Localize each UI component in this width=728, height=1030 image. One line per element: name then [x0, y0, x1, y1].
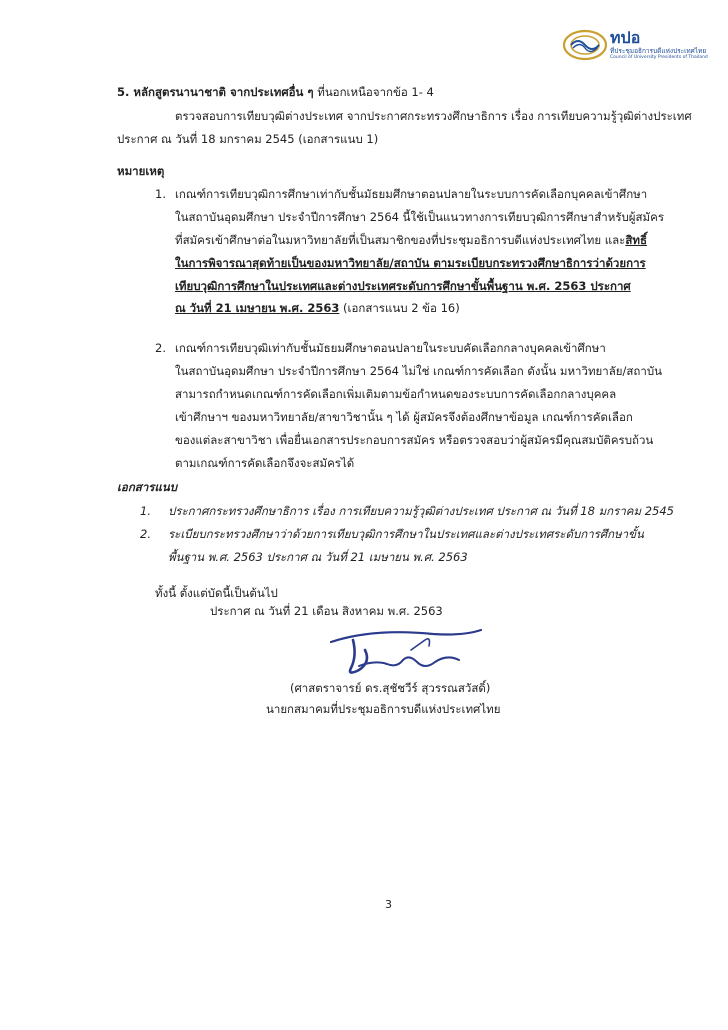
- remark-2-line-5: ของแต่ละสาขาวิชา เพื่อยื่นเอกสารประกอบการสมัคร หรือตรวจสอบว่าผู้สมัครมีคุณสมบัติครบถ้วน: [175, 433, 654, 447]
- attachment-2-line-2: พื้นฐาน พ.ศ. 2563 ประกาศ ณ วันที่ 21 เมษายน พ.ศ. 2563: [168, 550, 468, 564]
- attachment-1-number: 1.: [140, 504, 151, 518]
- remark-2-line-3: สามารถกำหนดเกณฑ์การคัดเลือกเพิ่มเติมตามข้อกำหนดของระบบการคัดเลือกกลางบุคคล: [175, 387, 617, 401]
- remark-1-line-2: ในสถาบันอุดมศึกษา ประจำปีการศึกษา 2564 นี้ใช้เป็นแนวทางการเทียบวุฒิการศึกษาสำหรับผู้สมัคร: [175, 210, 665, 224]
- cupt-logo: [562, 28, 708, 66]
- remark-2-line-1: เกณฑ์การเทียบวุฒิเท่ากับชั้นมัธยมศึกษาตอนปลายในระบบคัดเลือกกลางบุคคลเข้าศึกษา: [175, 341, 606, 355]
- signature-image: [313, 620, 483, 680]
- remark-2-line-2: ในสถาบันอุดมศึกษา ประจำปีการศึกษา 2564 ไม่ใช่ เกณฑ์การคัดเลือก ดังนั้น มหาวิทยาลัย/สถาบัน: [175, 364, 662, 378]
- signer-position: นายกสมาคมที่ประชุมอธิการบดีแห่งประเทศไทย: [266, 702, 501, 716]
- section-5-heading-bold: 5. หลักสูตรนานาชาติ จากประเทศอื่น ๆ: [117, 85, 314, 99]
- section-5-heading-rest: ที่นอกเหนือจากข้อ 1- 4: [313, 85, 434, 99]
- remarks-title: หมายเหตุ: [117, 164, 165, 178]
- logo-abbreviation: ทปอ: [610, 28, 641, 47]
- attachment-2-number: 2.: [140, 527, 151, 541]
- cupt-emblem-icon: [562, 28, 608, 62]
- closing-text: ทั้งนี้ ตั้งแต่บัดนี้เป็นต้นไป: [155, 586, 278, 600]
- remark-1-line-3-plain: ที่สมัครเข้าศึกษาต่อในมหาวิทยาลัยที่เป็นสมาชิกของที่ประชุมอธิการบดีแห่งประเทศไทย และ: [175, 233, 626, 247]
- page-number: 3: [385, 898, 392, 911]
- remark-2-line-6: ตามเกณฑ์การคัดเลือกจึงจะสมัครได้: [175, 456, 355, 470]
- remark-1-line-6: [175, 300, 460, 316]
- remark-1-line-6-rest: (เอกสารแนบ 2 ข้อ 16): [339, 301, 460, 315]
- remark-1-line-4: ในการพิจารณาสุดท้ายเป็นของมหาวิทยาลัย/สถาบัน ตามระเบียบกระทรวงศึกษาธิการว่าด้วยการ: [175, 256, 646, 270]
- remark-2-line-4: เข้าศึกษาฯ ของมหาวิทยาลัย/สาขาวิชานั้น ๆ ได้ ผู้สมัครจึงต้องศึกษาข้อมูล เกณฑ์การคัดเลือก: [175, 410, 633, 424]
- remark-1-line-6-bold: ณ วันที่ 21 เมษายน พ.ศ. 2563: [175, 301, 340, 315]
- section-5-line-1: ตรวจสอบการเทียบวุฒิต่างประเทศ จากประกาศกระทรวงศึกษาธิการ เรื่อง การเทียบความรู้วุฒิต่างประเทศ: [175, 109, 692, 123]
- attachment-1-text: ประกาศกระทรวงศึกษาธิการ เรื่อง การเทียบความรู้วุฒิต่างประเทศ ประกาศ ณ วันที่ 18 มกราคม 2545: [168, 504, 674, 518]
- section-5-heading: [117, 84, 434, 100]
- attachment-2-line-1: ระเบียบกระทรวงศึกษาว่าด้วยการเทียบวุฒิการศึกษาในประเทศและต่างประเทศระดับการศึกษาขั้น: [168, 527, 644, 541]
- remark-1-line-3-bold: สิทธิ์: [625, 233, 647, 247]
- remark-2-number: 2.: [155, 341, 166, 355]
- section-5-line-2: ประกาศ ณ วันที่ 18 มกราคม 2545 (เอกสารแนบ 1): [117, 132, 379, 146]
- remark-1-line-1: เกณฑ์การเทียบวุฒิการศึกษาเท่ากับชั้นมัธยมศึกษาตอนปลายในระบบการคัดเลือกบุคคลเข้าศึกษา: [175, 187, 648, 201]
- remark-1-line-3: [175, 232, 647, 248]
- logo-name-english: Council of University Presidents of Thailand: [610, 55, 708, 60]
- remark-1-line-5: เทียบวุฒิการศึกษาในประเทศและต่างประเทศระดับการศึกษาขั้นพื้นฐาน พ.ศ. 2563 ประกาศ: [175, 279, 631, 293]
- announcement-date: ประกาศ ณ วันที่ 21 เดือน สิงหาคม พ.ศ. 2563: [210, 604, 443, 618]
- attachments-title: เอกสารแนบ: [117, 480, 178, 494]
- logo-name-thai: ที่ประชุมอธิการบดีแห่งประเทศไทย: [610, 47, 707, 55]
- remark-1-number: 1.: [155, 187, 166, 201]
- signer-name: (ศาสตราจารย์ ดร.สุชัชวีร์ สุวรรณสวัสดิ์): [290, 681, 491, 695]
